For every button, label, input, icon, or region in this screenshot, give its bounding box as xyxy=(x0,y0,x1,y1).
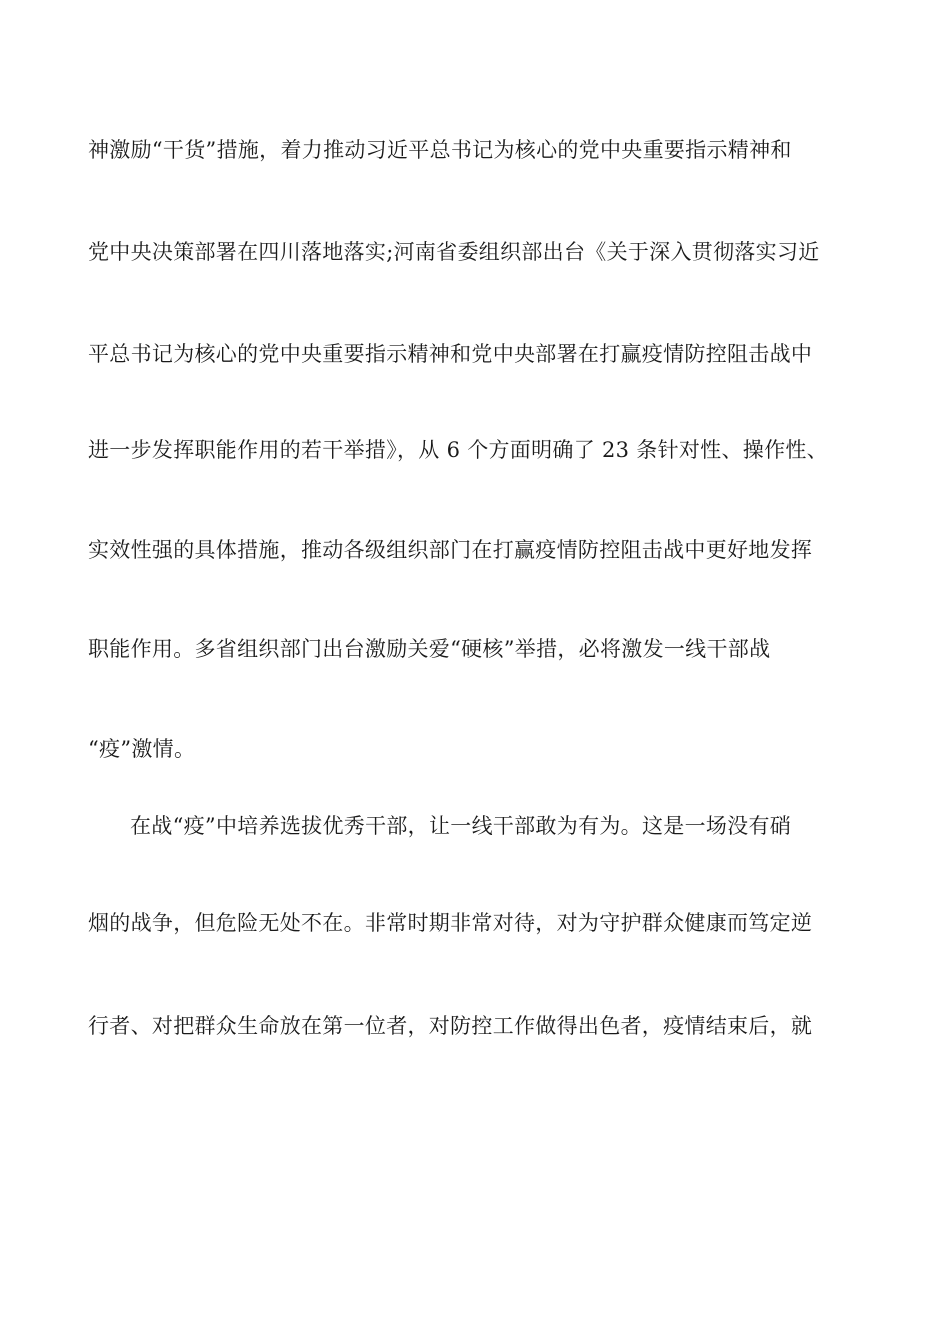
paragraph-line: 职能作用。多省组织部门出台激励关爱“硬核”举措，必将激发一线干部战 xyxy=(88,637,771,661)
paragraph-line: “疫”激情。 xyxy=(88,737,196,761)
paragraph-line: 党中央决策部署在四川落地落实;河南省委组织部出台《关于深入贯彻落实习近 xyxy=(88,240,820,264)
paragraph-line: 神激励“干货”措施，着力推动习近平总书记为核心的党中央重要指示精神和 xyxy=(88,138,792,162)
paragraph-line: 烟的战争，但危险无处不在。非常时期非常对待，对为守护群众健康而笃定逆 xyxy=(88,911,813,935)
paragraph-line: 实效性强的具体措施，推动各级组织部门在打赢疫情防控阻击战中更好地发挥 xyxy=(88,538,813,562)
paragraph-line: 行者、对把群众生命放在第一位者，对防控工作做得出色者，疫情结束后，就 xyxy=(88,1014,813,1038)
paragraph-line: 进一步发挥职能作用的若干举措》，从 6 个方面明确了 23 条针对性、操作性、 xyxy=(88,438,828,462)
paragraph-line: 平总书记为核心的党中央重要指示精神和党中央部署在打赢疫情防控阻击战中 xyxy=(88,342,813,366)
paragraph-first-line: 在战“疫”中培养选拔优秀干部，让一线干部敢为有为。这是一场没有硝 xyxy=(130,814,792,838)
